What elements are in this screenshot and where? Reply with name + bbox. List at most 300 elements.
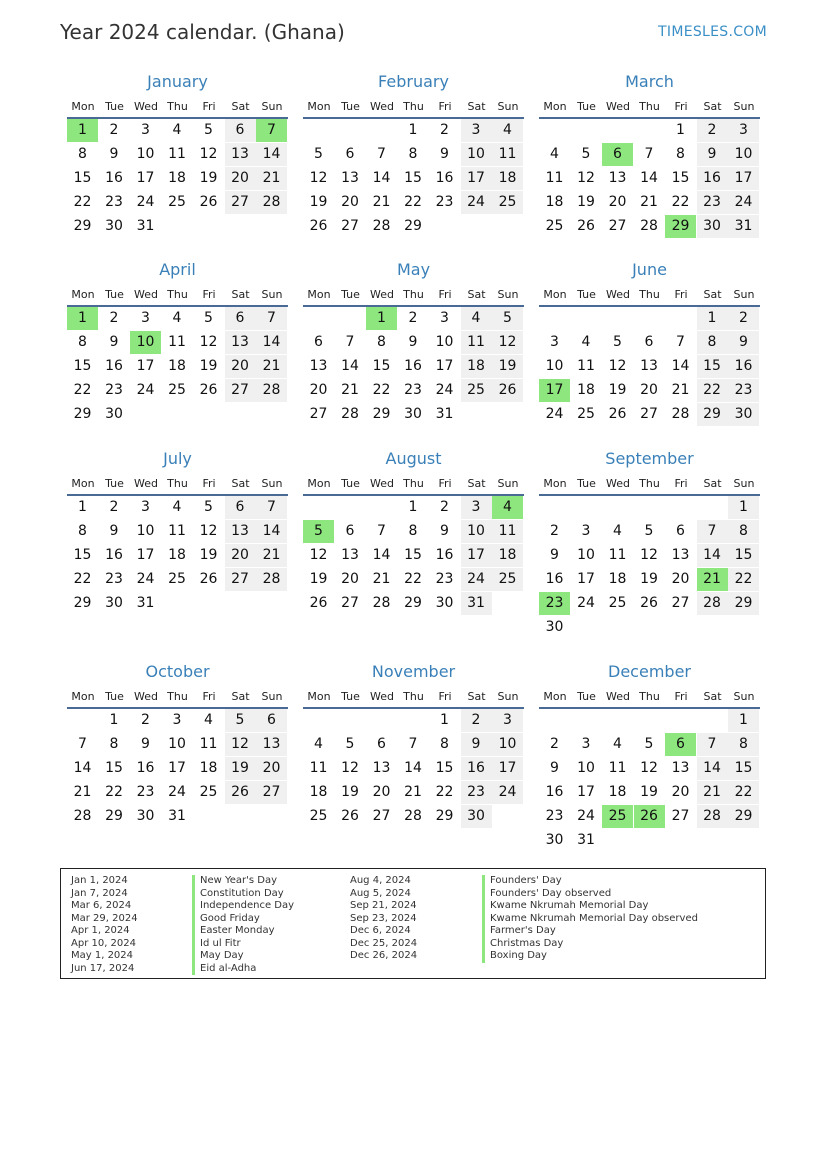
day-cell: 30: [545, 619, 564, 635]
legend-entry: Aug 4, 2024: [350, 875, 411, 886]
weekday-header: Thu: [167, 288, 188, 301]
day-cell: 31: [577, 832, 595, 848]
day-cell: 5: [204, 499, 213, 515]
day-cell: 27: [309, 406, 328, 422]
day-cell: 24: [136, 571, 155, 587]
day-cell: 16: [435, 547, 454, 563]
day-cell: 23: [728, 379, 759, 402]
day-cell: 22: [435, 784, 454, 800]
day-cell: 21: [372, 571, 391, 587]
day-cell: 7: [377, 146, 386, 162]
legend-entry: Kwame Nkrumah Memorial Day: [482, 900, 698, 913]
day-cell: 15: [73, 358, 92, 374]
day-cell: 9: [440, 523, 449, 539]
day-cell: 18: [168, 170, 186, 186]
weekday-header: Tue: [105, 288, 124, 301]
weekday-header: Fri: [438, 100, 452, 113]
weekday-header: Thu: [639, 288, 660, 301]
day-cell: 15: [697, 355, 728, 378]
day-cell: 14: [697, 757, 728, 780]
holiday-day-cell: 5: [303, 520, 334, 543]
weekday-header: Wed: [606, 100, 630, 113]
month-name: December: [608, 662, 691, 681]
day-cell: 28: [671, 406, 690, 422]
day-cell: 7: [697, 520, 728, 543]
weekday-header: Wed: [370, 288, 394, 301]
legend-entry: May 1, 2024: [71, 950, 134, 961]
day-cell: 17: [461, 544, 492, 567]
day-cell: 17: [136, 170, 155, 186]
day-cell: 7: [256, 496, 287, 519]
day-cell: 1: [697, 307, 728, 330]
day-cell: 11: [577, 358, 595, 374]
day-cell: 10: [136, 523, 155, 539]
weekday-header: Tue: [341, 288, 360, 301]
day-cell: 17: [728, 167, 759, 190]
day-cell: 2: [141, 712, 150, 728]
day-cell: 19: [199, 358, 218, 374]
day-cell: 23: [105, 382, 123, 398]
day-cell: 13: [341, 170, 359, 186]
weekday-header: Thu: [403, 100, 424, 113]
weekday-header: Fri: [202, 288, 216, 301]
day-cell: 3: [141, 310, 150, 326]
day-cell: 16: [105, 170, 123, 186]
day-cell: 12: [199, 334, 218, 350]
legend-entry: Good Friday: [192, 913, 294, 926]
day-cell: 23: [697, 191, 728, 214]
legend-entry: Independence Day: [192, 900, 294, 913]
day-cell: 23: [435, 194, 454, 210]
day-cell: 5: [314, 146, 323, 162]
weekday-header: Tue: [341, 477, 360, 490]
day-cell: 25: [545, 218, 564, 234]
day-cell: 10: [435, 334, 454, 350]
day-cell: 4: [461, 307, 492, 330]
weekday-header: Fri: [674, 288, 688, 301]
day-cell: 13: [309, 358, 328, 374]
day-cell: 17: [577, 571, 595, 587]
day-cell: 26: [309, 218, 328, 234]
day-cell: 24: [577, 595, 595, 611]
legend-entry: Founders' Day observed: [482, 888, 698, 901]
legend-entry: Apr 1, 2024: [71, 925, 130, 936]
legend-names-right: [482, 875, 698, 963]
day-cell: 7: [697, 733, 728, 756]
day-cell: 9: [109, 146, 119, 162]
day-cell: 29: [105, 808, 123, 824]
brand-link[interactable]: TIMESLES.COM: [658, 24, 767, 40]
day-cell: 25: [168, 382, 186, 398]
day-cell: 13: [608, 170, 627, 186]
legend-entry: Boxing Day: [482, 950, 698, 963]
day-cell: 5: [225, 709, 256, 732]
day-cell: 16: [697, 167, 728, 190]
weekday-header: Tue: [105, 477, 124, 490]
day-cell: 6: [377, 736, 386, 752]
weekday-header: Tue: [577, 477, 596, 490]
weekday-header: Wed: [370, 100, 394, 113]
day-cell: 19: [640, 784, 658, 800]
holiday-day-cell: 1: [366, 307, 397, 330]
day-cell: 13: [225, 331, 256, 354]
day-cell: 26: [577, 218, 595, 234]
day-cell: 15: [73, 547, 92, 563]
weekday-header: Wed: [606, 690, 630, 703]
day-cell: 25: [461, 379, 492, 402]
holiday-day-cell: 6: [602, 143, 633, 166]
day-cell: 10: [577, 547, 595, 563]
day-cell: 3: [461, 496, 492, 519]
day-cell: 13: [640, 358, 658, 374]
day-cell: 30: [545, 832, 564, 848]
day-cell: 20: [225, 355, 256, 378]
legend-entry: Dec 6, 2024: [350, 925, 411, 936]
header-rule: [539, 707, 760, 709]
day-cell: 4: [613, 523, 622, 539]
day-cell: 20: [225, 167, 256, 190]
day-cell: 2: [109, 310, 119, 326]
weekday-header: Thu: [639, 690, 660, 703]
weekday-header: Mon: [543, 477, 567, 490]
day-cell: 4: [613, 736, 622, 752]
weekday-header: Mon: [543, 690, 567, 703]
weekday-header: Fri: [674, 477, 688, 490]
weekday-header: Mon: [71, 690, 95, 703]
legend-entry: Apr 10, 2024: [71, 937, 137, 949]
day-cell: 6: [256, 709, 287, 732]
day-cell: 12: [225, 733, 256, 756]
legend-entry: Sep 23, 2024: [350, 912, 417, 924]
legend-entry: Jan 7, 2024: [71, 887, 128, 899]
day-cell: 23: [136, 784, 155, 800]
day-cell: 30: [728, 403, 759, 426]
day-cell: 22: [697, 379, 728, 402]
weekday-header: Sun: [261, 288, 283, 301]
day-cell: 22: [73, 382, 92, 398]
holiday-day-cell: 29: [665, 215, 696, 238]
day-cell: 9: [109, 334, 119, 350]
day-cell: 13: [671, 547, 690, 563]
day-cell: 24: [461, 191, 492, 214]
day-cell: 9: [440, 146, 449, 162]
day-cell: 13: [341, 547, 359, 563]
day-cell: 23: [105, 571, 123, 587]
day-cell: 28: [372, 595, 391, 611]
day-cell: 11: [492, 520, 523, 543]
day-cell: 26: [309, 595, 328, 611]
day-cell: 14: [671, 358, 690, 374]
month-name: March: [625, 72, 674, 91]
legend-entry: Aug 5, 2024: [350, 887, 411, 899]
day-cell: 4: [204, 712, 213, 728]
day-cell: 7: [644, 146, 654, 162]
weekday-header: Sat: [467, 477, 486, 490]
day-cell: 8: [78, 523, 87, 539]
weekday-header: Sat: [703, 690, 722, 703]
day-cell: 18: [608, 571, 627, 587]
day-cell: 1: [78, 499, 87, 515]
legend-entry: Kwame Nkrumah Memorial Day observed: [482, 913, 698, 926]
day-cell: 6: [644, 334, 654, 350]
weekday-header: Sat: [467, 690, 486, 703]
month-name: October: [145, 662, 210, 681]
legend-dates-right: [350, 875, 417, 963]
day-cell: 3: [581, 523, 591, 539]
day-cell: 16: [404, 358, 422, 374]
day-cell: 12: [492, 331, 523, 354]
day-cell: 3: [461, 119, 492, 142]
day-cell: 1: [408, 499, 418, 515]
day-cell: 23: [105, 194, 123, 210]
day-cell: 8: [440, 736, 449, 752]
day-cell: 10: [168, 736, 186, 752]
day-cell: 10: [461, 143, 492, 166]
weekday-header: Wed: [134, 477, 158, 490]
day-cell: 6: [345, 523, 355, 539]
weekday-header: Mon: [543, 100, 567, 113]
weekday-header: Sun: [497, 100, 519, 113]
day-cell: 14: [256, 331, 287, 354]
weekday-header: Sat: [703, 100, 722, 113]
weekday-header: Sat: [231, 690, 250, 703]
day-cell: 4: [550, 146, 559, 162]
day-cell: 15: [105, 760, 123, 776]
day-cell: 16: [545, 784, 564, 800]
weekday-header: Thu: [639, 477, 660, 490]
day-cell: 25: [199, 784, 218, 800]
weekday-header: Mon: [307, 477, 331, 490]
day-cell: 24: [461, 568, 492, 591]
day-cell: 29: [404, 595, 422, 611]
day-cell: 24: [435, 382, 454, 398]
day-cell: 4: [172, 122, 182, 138]
day-cell: 17: [435, 358, 454, 374]
day-cell: 18: [168, 358, 186, 374]
day-cell: 6: [225, 307, 256, 330]
day-cell: 3: [440, 310, 449, 326]
day-cell: 25: [309, 808, 328, 824]
month-name: June: [632, 260, 667, 279]
day-cell: 2: [697, 119, 728, 142]
day-cell: 21: [341, 382, 359, 398]
day-cell: 5: [581, 146, 591, 162]
weekday-header: Thu: [403, 288, 424, 301]
day-cell: 28: [697, 592, 728, 615]
day-cell: 29: [73, 406, 92, 422]
day-cell: 24: [728, 191, 759, 214]
day-cell: 21: [671, 382, 690, 398]
day-cell: 13: [225, 520, 256, 543]
day-cell: 17: [136, 358, 155, 374]
day-cell: 31: [435, 406, 454, 422]
legend-entry: May Day: [192, 950, 294, 963]
day-cell: 13: [225, 143, 256, 166]
weekday-header: Wed: [606, 477, 630, 490]
day-cell: 15: [73, 170, 92, 186]
day-cell: 9: [408, 334, 418, 350]
day-cell: 27: [341, 218, 359, 234]
day-cell: 19: [225, 757, 256, 780]
day-cell: 2: [109, 499, 119, 515]
day-cell: 27: [608, 218, 627, 234]
weekday-header: Sun: [497, 288, 519, 301]
day-cell: 29: [728, 592, 759, 615]
weekday-header: Mon: [307, 100, 331, 113]
weekday-header: Sun: [733, 690, 755, 703]
day-cell: 14: [341, 358, 359, 374]
day-cell: 2: [109, 122, 119, 138]
weekday-header: Fri: [202, 100, 216, 113]
day-cell: 22: [671, 194, 690, 210]
day-cell: 1: [408, 122, 418, 138]
month-name: September: [605, 449, 694, 468]
day-cell: 2: [440, 499, 449, 515]
day-cell: 15: [404, 547, 422, 563]
day-cell: 17: [492, 757, 523, 780]
day-cell: 18: [577, 382, 595, 398]
legend-entry: Id ul Fitr: [192, 938, 294, 951]
day-cell: 31: [461, 592, 492, 615]
day-cell: 15: [404, 170, 422, 186]
day-cell: 19: [492, 355, 523, 378]
month-name: August: [385, 449, 442, 468]
day-cell: 22: [404, 194, 422, 210]
day-cell: 3: [141, 499, 150, 515]
day-cell: 18: [608, 784, 627, 800]
day-cell: 22: [73, 194, 92, 210]
day-cell: 10: [492, 733, 523, 756]
day-cell: 28: [372, 218, 391, 234]
day-cell: 31: [168, 808, 186, 824]
weekday-header: Tue: [341, 100, 360, 113]
weekday-header: Tue: [105, 100, 124, 113]
day-cell: 30: [404, 406, 422, 422]
day-cell: 28: [697, 805, 728, 828]
weekday-header: Wed: [370, 690, 394, 703]
weekday-header: Fri: [674, 690, 688, 703]
weekday-header: Mon: [543, 288, 567, 301]
day-cell: 12: [608, 358, 627, 374]
day-cell: 12: [309, 170, 328, 186]
day-cell: 17: [168, 760, 186, 776]
day-cell: 28: [256, 379, 287, 402]
day-cell: 30: [105, 595, 123, 611]
day-cell: 8: [728, 733, 759, 756]
day-cell: 10: [545, 358, 564, 374]
weekday-header: Mon: [307, 288, 331, 301]
day-cell: 8: [676, 146, 685, 162]
day-cell: 2: [440, 122, 449, 138]
legend-entry: Sep 21, 2024: [350, 900, 417, 911]
day-cell: 25: [608, 595, 627, 611]
day-cell: 10: [577, 760, 595, 776]
day-cell: 3: [550, 334, 559, 350]
weekday-header: Thu: [639, 100, 660, 113]
day-cell: 6: [314, 334, 323, 350]
month-name: May: [396, 260, 431, 279]
day-cell: 23: [404, 382, 422, 398]
day-cell: 7: [377, 523, 386, 539]
weekday-header: Thu: [167, 477, 188, 490]
day-cell: 21: [404, 784, 422, 800]
day-cell: 21: [256, 355, 287, 378]
day-cell: 20: [608, 194, 627, 210]
day-cell: 11: [168, 334, 186, 350]
day-cell: 2: [550, 736, 559, 752]
day-cell: 4: [314, 736, 323, 752]
day-cell: 7: [78, 736, 87, 752]
day-cell: 6: [225, 496, 256, 519]
day-cell: 12: [640, 760, 658, 776]
day-cell: 25: [492, 568, 523, 591]
weekday-header: Sat: [467, 288, 486, 301]
weekday-header: Sun: [261, 690, 283, 703]
day-cell: 11: [168, 523, 186, 539]
month-name: July: [163, 449, 192, 468]
day-cell: 27: [225, 191, 256, 214]
day-cell: 19: [199, 547, 218, 563]
weekday-header: Mon: [71, 477, 95, 490]
day-cell: 14: [640, 170, 658, 186]
day-cell: 15: [728, 544, 759, 567]
day-cell: 18: [492, 167, 523, 190]
day-cell: 18: [545, 194, 564, 210]
weekday-header: Tue: [577, 690, 596, 703]
legend-entry: Jan 1, 2024: [71, 875, 128, 886]
day-cell: 2: [728, 307, 759, 330]
day-cell: 29: [404, 218, 422, 234]
day-cell: 4: [172, 310, 182, 326]
weekday-header: Sun: [733, 100, 755, 113]
day-cell: 12: [341, 760, 359, 776]
legend-dates-left: [71, 875, 138, 975]
day-cell: 30: [435, 595, 454, 611]
day-cell: 13: [372, 760, 391, 776]
day-cell: 13: [256, 733, 287, 756]
day-cell: 26: [199, 194, 218, 210]
day-cell: 8: [377, 334, 386, 350]
day-cell: 15: [435, 760, 454, 776]
day-cell: 21: [256, 167, 287, 190]
day-cell: 7: [676, 334, 685, 350]
day-cell: 5: [644, 523, 654, 539]
day-cell: 21: [73, 784, 92, 800]
day-cell: 27: [671, 808, 690, 824]
day-cell: 10: [461, 520, 492, 543]
day-cell: 5: [204, 310, 213, 326]
day-cell: 29: [73, 218, 92, 234]
day-cell: 11: [168, 146, 186, 162]
holiday-day-cell: 1: [67, 307, 98, 330]
day-cell: 23: [545, 808, 564, 824]
day-cell: 6: [345, 146, 355, 162]
day-cell: 14: [256, 143, 287, 166]
day-cell: 24: [492, 781, 523, 804]
day-cell: 14: [73, 760, 92, 776]
day-cell: 25: [492, 191, 523, 214]
day-cell: 24: [168, 784, 186, 800]
day-cell: 20: [256, 757, 287, 780]
day-cell: 11: [199, 736, 218, 752]
day-cell: 8: [78, 146, 87, 162]
weekday-header: Sat: [703, 477, 722, 490]
weekday-header: Sat: [703, 288, 722, 301]
day-cell: 21: [256, 544, 287, 567]
day-cell: 9: [141, 736, 150, 752]
legend-entry: Mar 6, 2024: [71, 900, 132, 911]
day-cell: 26: [199, 571, 218, 587]
